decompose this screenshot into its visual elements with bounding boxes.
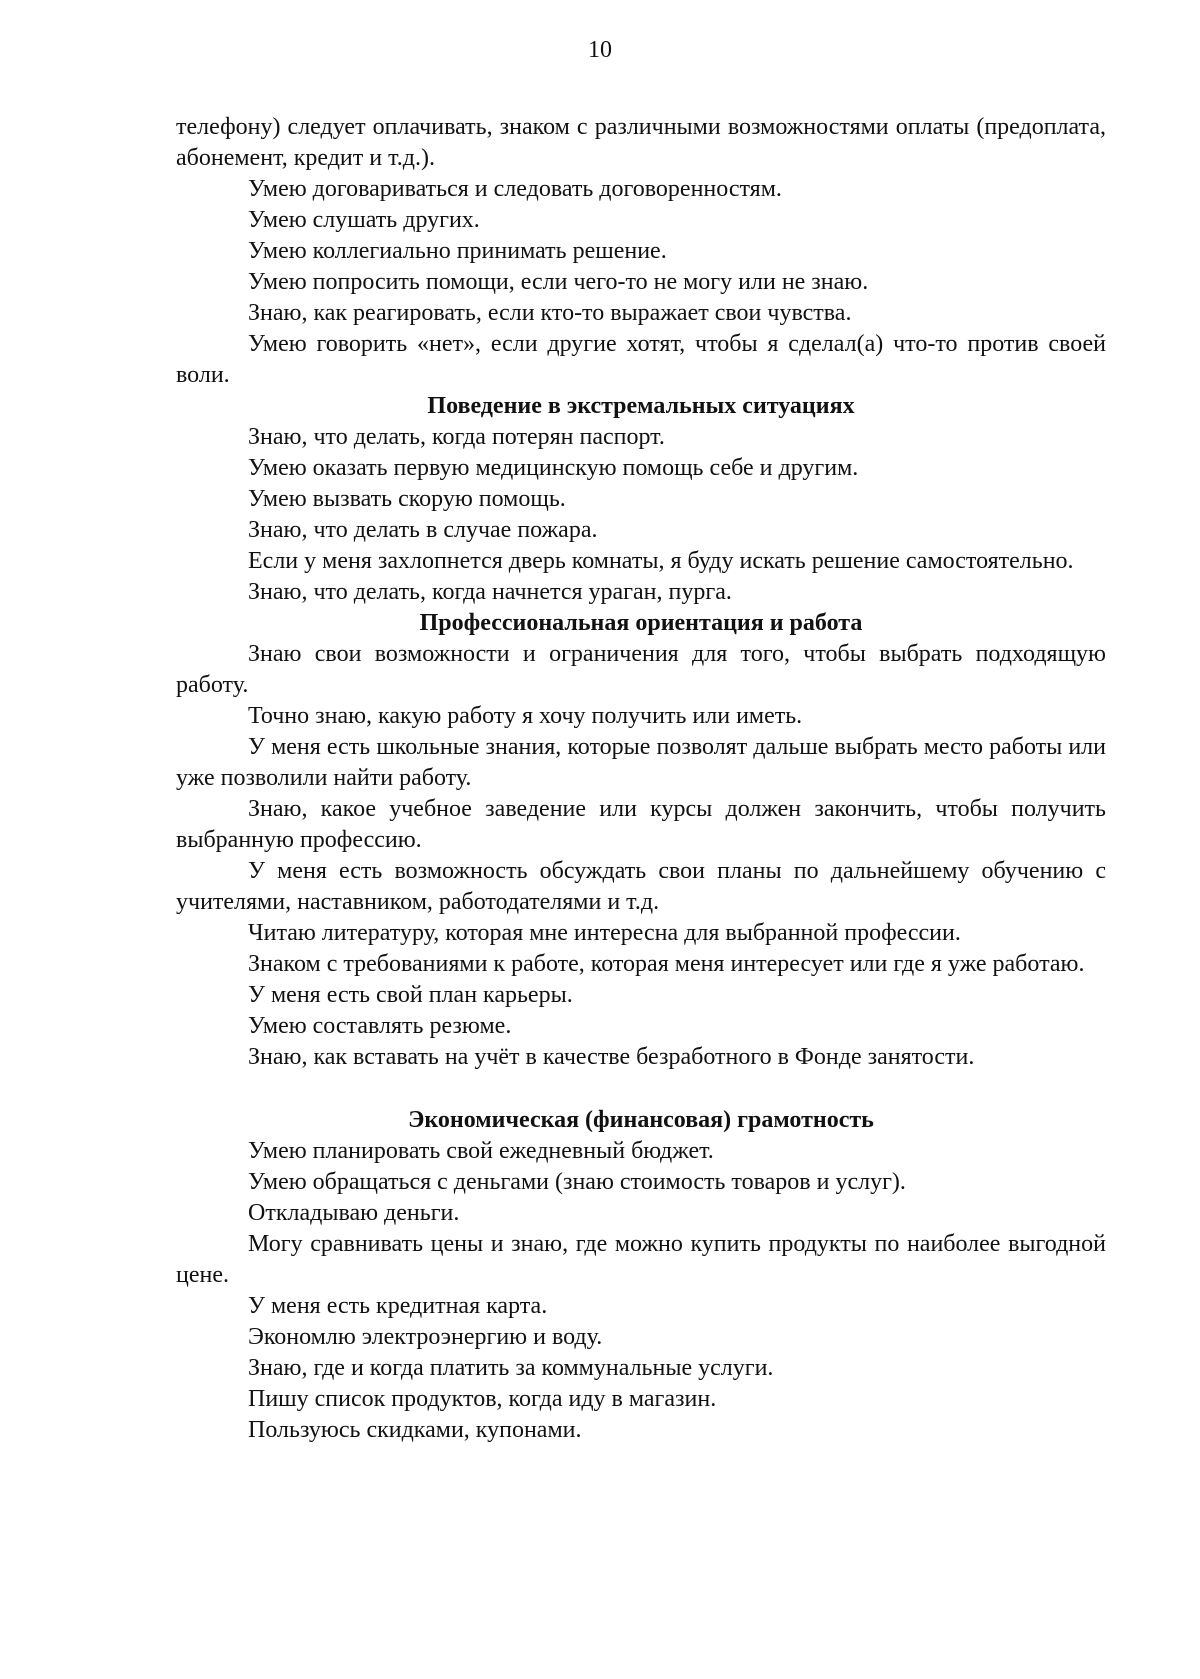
list-item: Если у меня захлопнется дверь комнаты, я буду искать решение самостоятельно. [248,548,1074,574]
list-item: Знаю, как вставать на учёт в качестве безработного в Фонде занятости. [248,1044,975,1070]
list-item: Пишу список продуктов, когда иду в магазин. [248,1386,717,1412]
intro-item: Умею договариваться и следовать договоренностям. [248,176,782,202]
list-item: У меня есть школьные знания, которые позволят дальше выбрать место работы или уже позволили найти работу. [176,734,1106,791]
list-item: Читаю литературу, которая мне интересна для выбранной профессии. [248,920,961,946]
list-item: Экономлю электроэнергию и воду. [248,1324,603,1350]
list-item: У меня есть кредитная карта. [248,1293,548,1319]
list-item: Умею планировать свой ежедневный бюджет. [248,1138,714,1164]
list-item: Знаю, что делать в случае пожара. [248,517,598,543]
intro-continuation: телефону) следует оплачивать, знаком с различными возможностями оплаты (предоплата, абонемент, кредит и т.д.). [176,114,1106,171]
intro-item: Умею говорить «нет», если другие хотят, чтобы я сделал(а) что-то против своей воли. [176,331,1106,388]
list-item: Знаю свои возможности и ограничения для того, чтобы выбрать подходящую работу. [176,641,1106,698]
list-item: Умею составлять резюме. [248,1013,512,1039]
list-item: У меня есть свой план карьеры. [248,982,573,1008]
list-item: Пользуюсь скидками, купонами. [248,1417,582,1443]
list-item: Знаю, что делать, когда начнется ураган, пурга. [248,579,732,605]
intro-item: Знаю, как реагировать, если кто-то выражает свои чувства. [248,300,852,326]
page-number: 10 [588,37,612,63]
intro-item: Умею попросить помощи, если чего-то не могу или не знаю. [248,269,869,295]
document-body [176,112,1106,1446]
list-item: Знаю, какое учебное заведение или курсы должен закончить, чтобы получить выбранную профессию. [176,796,1106,853]
section-heading-extreme-situations: Поведение в экстремальных ситуациях [427,393,855,419]
list-item: Точно знаю, какую работу я хочу получить или иметь. [248,703,803,729]
list-item: Знаком с требованиями к работе, которая меня интересует или где я уже работаю. [248,951,1085,977]
list-item: Знаю, где и когда платить за коммунальные услуги. [248,1355,774,1381]
section-heading-financial-literacy: Экономическая (финансовая) грамотность [408,1107,874,1133]
intro-item: Умею коллегиально принимать решение. [248,238,667,264]
list-item: Умею оказать первую медицинскую помощь себе и другим. [248,455,859,481]
list-item: Умею обращаться с деньгами (знаю стоимость товаров и услуг). [248,1169,906,1195]
intro-item: Умею слушать других. [248,207,480,233]
section-heading-career-orientation: Профессиональная ориентация и работа [419,610,863,636]
list-item: Умею вызвать скорую помощь. [248,486,566,512]
list-item: Могу сравнивать цены и знаю, где можно купить продукты по наиболее выгодной цене. [176,1231,1106,1288]
list-item: У меня есть возможность обсуждать свои планы по дальнейшему обучению с учителями, наставником, работодателями и т.д. [176,858,1106,915]
list-item: Откладываю деньги. [248,1200,460,1226]
list-item: Знаю, что делать, когда потерян паспорт. [248,424,665,450]
